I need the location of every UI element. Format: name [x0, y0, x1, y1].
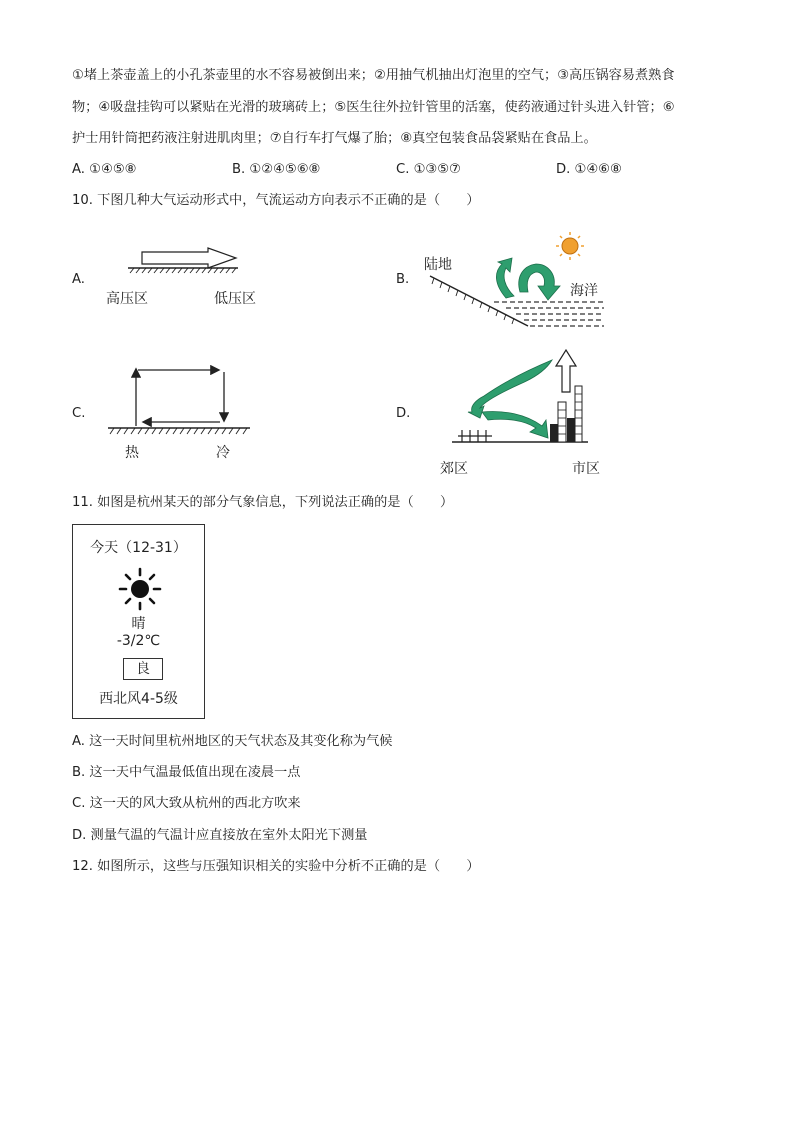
q11-option-d: D. 测量气温的气温计应直接放在室外太阳光下测量: [72, 828, 368, 843]
fig-d-diagram: [448, 346, 598, 446]
fig-c-cold-label: 冷: [216, 445, 230, 461]
fig-d-city-label: 市区: [572, 461, 600, 477]
fig-a-high-pressure-label: 高压区: [106, 291, 148, 307]
weather-wind: 西北风4-5级: [99, 691, 178, 707]
q12-question: 12. 如图所示，这些与压强知识相关的实验中分析不正确的是（ ）: [72, 859, 480, 874]
q9-text-line-2: 物；④吸盘挂钩可以紧贴在光滑的玻璃砖上；⑤医生往外拉针管里的活塞，使药液通过针头进入针管；⑥: [72, 100, 675, 115]
q11-question: 11. 如图是杭州某天的部分气象信息，下列说法正确的是（ ）: [72, 495, 454, 510]
fig-c-letter: C.: [72, 406, 86, 421]
sea-surface: [494, 302, 604, 326]
fig-c-hot-label: 热: [125, 445, 139, 461]
q10-question: 10. 下图几种大气运动形式中，气流运动方向表示不正确的是（ ）: [72, 193, 480, 208]
sun-icon: [118, 567, 162, 611]
airflow-arrow: [142, 248, 236, 268]
land-slope: [430, 276, 528, 326]
q11-option-c: C. 这一天的风大致从杭州的西北方吹来: [72, 796, 301, 811]
land-breeze-arrow-up: [496, 258, 514, 298]
q9-option-b: B. ①②④⑤⑥⑧: [232, 162, 321, 177]
weather-card: [72, 524, 205, 719]
q11-option-a: A. 这一天时间里杭州地区的天气状态及其变化称为气候: [72, 734, 393, 749]
q11-option-b: B. 这一天中气温最低值出现在凌晨一点: [72, 765, 301, 780]
sea-breeze-arrow-down: [519, 264, 560, 300]
q9-option-d: D. ①④⑥⑧: [556, 162, 622, 177]
air-quality-badge: 良: [123, 658, 163, 680]
surface-flow-arrow: [482, 412, 548, 438]
upper-flow-arrow: [468, 360, 552, 418]
weather-day-label: 今天（12-31）: [90, 540, 187, 556]
q9-option-c: C. ①③⑤⑦: [396, 162, 461, 177]
city-rising-air-arrow: [556, 350, 576, 392]
ground-hatch: [110, 428, 247, 434]
fig-a-diagram: [120, 246, 250, 274]
sun-icon: [556, 232, 584, 260]
fig-d-suburb-label: 郊区: [440, 461, 468, 477]
suburb-fields: [458, 430, 492, 442]
q9-text-line-1: ①堵上茶壶盖上的小孔茶壶里的水不容易被倒出来；②用抽气机抽出灯泡里的空气；③高压锅容易煮熟食: [72, 68, 675, 83]
ground-hatch: [130, 268, 236, 273]
weather-condition: 晴: [131, 616, 146, 632]
city-buildings: [550, 386, 582, 442]
fig-b-sea-label: 海洋: [570, 283, 598, 299]
fig-a-letter: A.: [72, 272, 85, 287]
q9-text-line-3: 护士用针筒把药液注射进肌肉里；⑦自行车打气爆了胎；⑧真空包装食品袋紧贴在食品上。: [72, 131, 597, 146]
fig-a-low-pressure-label: 低压区: [214, 291, 256, 307]
fig-b-letter: B.: [396, 272, 410, 287]
fig-d-letter: D.: [396, 406, 411, 421]
q9-option-a: A. ①④⑤⑧: [72, 162, 137, 177]
weather-temperature: -3/2℃: [116, 633, 161, 649]
fig-c-diagram: [100, 360, 255, 438]
fig-b-land-label: 陆地: [424, 257, 452, 273]
